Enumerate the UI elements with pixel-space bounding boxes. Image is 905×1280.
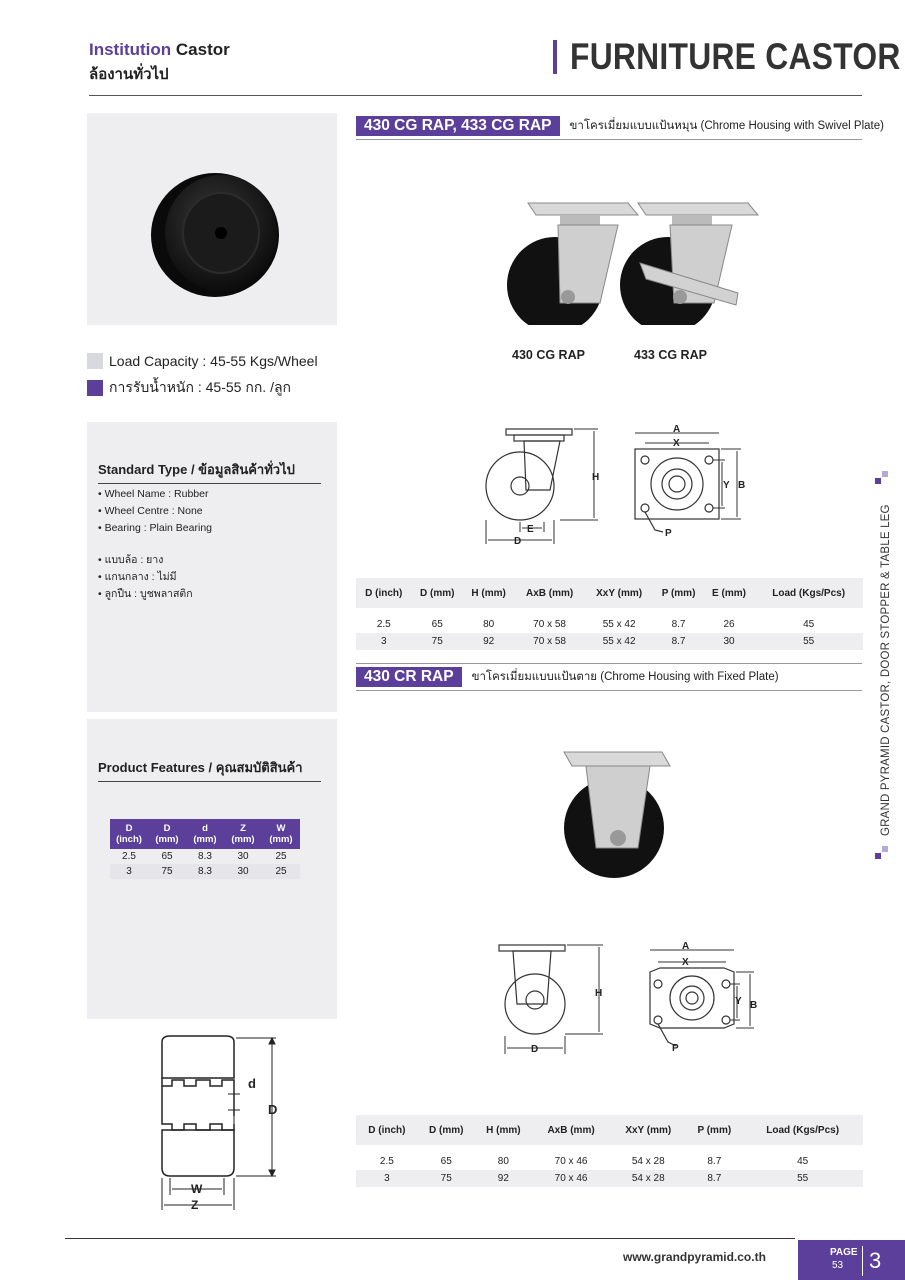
spec-header-row [356, 578, 863, 608]
dim-label-W: W [191, 1182, 203, 1196]
category-rest: Castor [171, 40, 230, 59]
swivel-side-drawing [480, 424, 610, 548]
standard-item: • แกนกลาง : ไม่มี [98, 571, 177, 583]
side-category-text: GRAND PYRAMID CASTOR, DOOR STOPPER & TABLE LEG [880, 504, 892, 836]
features-cell: 75 [148, 864, 186, 879]
category-title [89, 40, 230, 60]
features-row [110, 864, 300, 879]
swivel-plate-drawing [625, 422, 750, 540]
spec-col-header: AxB (mm) [514, 578, 584, 608]
standard-item: • Wheel Centre : None [98, 505, 203, 517]
dim-B-2: B [750, 1000, 758, 1011]
spec-col-header: XxY (mm) [585, 578, 654, 608]
fixed-side-drawing [495, 940, 610, 1058]
features-cell: 25 [262, 864, 300, 879]
standard-item: • Wheel Name : Rubber [98, 488, 209, 500]
wheel-cross-section-diagram [140, 1030, 300, 1215]
spec-cell: 54 x 28 [610, 1170, 686, 1187]
standard-type-panel [87, 422, 337, 712]
load-capacity-th-text: การรับน้ำหนัก : 45-55 กก. /ลูก [109, 379, 292, 395]
castor-430cr-image [552, 748, 672, 880]
spec-cell: 75 [412, 633, 463, 650]
spec-cell: 55 [742, 1170, 863, 1187]
spec-cell: 65 [440, 1156, 452, 1167]
spec-col-header: D (mm) [412, 578, 463, 608]
dim-label-D: D [268, 1102, 278, 1117]
standard-item: • Bearing : Plain Bearing [98, 522, 212, 534]
features-cell: 25 [275, 851, 287, 862]
features-cell: 3 [110, 864, 148, 879]
features-row [110, 849, 300, 864]
features-col-header: Z (mm) [224, 819, 262, 849]
spec-row [356, 633, 863, 650]
spec-row [356, 616, 863, 633]
spec-col-header: D (inch) [356, 1115, 418, 1145]
footer-url[interactable]: www.grandpyramid.co.th [623, 1250, 766, 1264]
page-divider [862, 1246, 863, 1276]
title-accent-bar [553, 40, 557, 74]
features-cell: 65 [161, 851, 173, 862]
spec-cell: 2.5 [379, 1156, 394, 1167]
dim-H-2: H [595, 988, 603, 999]
label-430cg: 430 CG RAP [512, 348, 585, 362]
dim-Y-2: Y [735, 996, 742, 1007]
spec-cell: 45 [797, 1156, 809, 1167]
spec-col-header: AxB (mm) [532, 1115, 610, 1145]
product-photo-panel [87, 113, 337, 325]
spec-cell: 80 [497, 1156, 509, 1167]
spec-header-row [356, 1115, 863, 1145]
features-cell: 8.3 [186, 864, 224, 879]
dim-D-1: D [514, 536, 522, 547]
section2-desc: ขาโครเมี่ยมแบบแป้นตาย (Chrome Housing with Fixed Plate) [471, 671, 779, 683]
category-bold: Institution [89, 40, 172, 59]
standard-type-title: Standard Type / ข้อมูลสินค้าทั่วไป [98, 459, 321, 484]
castor-430cg-image [507, 203, 638, 325]
spec-cell: 80 [483, 619, 495, 630]
features-cell: 2.5 [122, 851, 136, 862]
dim-D-2: D [531, 1044, 539, 1055]
spec-cell: 92 [463, 633, 514, 650]
load-capacity-th [87, 377, 291, 399]
product-features-panel [87, 719, 337, 1019]
spec-cell: 3 [356, 633, 412, 650]
features-col-header: D (inch) [110, 819, 148, 849]
section2-rule [356, 690, 862, 691]
standard-item: • แบบล้อ : ยาง [98, 554, 164, 566]
dim-A-1: A [673, 424, 681, 435]
page-number: 3 [869, 1248, 882, 1273]
side-marker-top-light [882, 471, 888, 477]
dim-X-1: X [673, 438, 680, 449]
standard-list-th [98, 552, 193, 603]
side-marker-top [875, 478, 881, 484]
footer-divider [65, 1238, 795, 1239]
castor-photos-swivel [500, 193, 760, 325]
spec-cell: 55 [754, 633, 863, 650]
category-subtitle: ล้องานทั่วไป [89, 66, 169, 83]
dim-P-2: P [672, 1043, 679, 1054]
spec-cell: 54 x 28 [631, 1156, 665, 1167]
spec-cell: 55 x 42 [602, 619, 636, 630]
spec-col-header: H (mm) [475, 1115, 532, 1145]
header-divider [89, 95, 862, 96]
spec-cell: 8.7 [707, 1156, 722, 1167]
features-cell: 30 [224, 864, 262, 879]
section1-header [356, 116, 884, 136]
spec-cell: 30 [704, 633, 755, 650]
spec-col-header: Load (Kgs/Pcs) [754, 578, 863, 608]
spec-cell: 45 [803, 619, 815, 630]
section1-spec-table [356, 578, 863, 650]
legend-purple-square [87, 380, 103, 396]
castor-433cg-image [620, 203, 758, 325]
spec-cell: 8.7 [686, 1170, 742, 1187]
dim-P-1: P [665, 528, 672, 539]
dim-Y-1: Y [723, 480, 730, 491]
spec-col-header: XxY (mm) [610, 1115, 686, 1145]
spec-row [356, 1153, 863, 1170]
standard-item: • ลูกปืน : บูชพลาสติก [98, 588, 193, 600]
load-capacity-en [87, 353, 318, 369]
spec-cell: 70 x 46 [532, 1170, 610, 1187]
label-433cg: 433 CG RAP [634, 348, 707, 362]
spec-cell: 26 [723, 619, 735, 630]
fixed-plate-drawing [640, 938, 765, 1058]
spec-col-header: P (mm) [686, 1115, 742, 1145]
section1-desc: ขาโครเมี่ยมแบบแป้นหมุน (Chrome Housing with Swivel Plate) [569, 120, 884, 132]
section1-rule [356, 139, 862, 140]
spec-cell: 75 [418, 1170, 475, 1187]
dim-X-2: X [682, 957, 689, 968]
spec-cell: 70 x 58 [514, 633, 584, 650]
page-title: FURNITURE CASTOR [570, 36, 901, 77]
spec-cell: 8.7 [653, 633, 703, 650]
features-table [110, 819, 300, 879]
dim-E-1: E [527, 524, 534, 535]
side-marker-bottom-light [882, 846, 888, 852]
spec-cell: 65 [431, 619, 443, 630]
side-marker-bottom [875, 853, 881, 859]
spec-cell: 70 x 58 [533, 619, 566, 630]
section2-model: 430 CR RAP [356, 667, 462, 687]
spec-cell: 70 x 46 [554, 1156, 588, 1167]
section2-spec-table [356, 1115, 863, 1187]
page-number-box [798, 1240, 905, 1280]
spec-col-header: E (mm) [704, 578, 755, 608]
features-col-header: W (mm) [262, 819, 300, 849]
dim-H-1: H [592, 472, 600, 483]
features-col-header: d (mm) [186, 819, 224, 849]
dim-label-d: d [248, 1076, 256, 1091]
dim-label-Z: Z [191, 1198, 199, 1212]
rubber-wheel-image [87, 113, 337, 325]
section2-rule-top [356, 663, 862, 664]
spec-col-header: Load (Kgs/Pcs) [742, 1115, 863, 1145]
product-features-title: Product Features / คุณสมบัติสินค้า [98, 757, 321, 782]
features-header-row [110, 819, 300, 849]
page-label: PAGE [830, 1247, 858, 1258]
features-col-header: D (mm) [148, 819, 186, 849]
spec-cell: 8.7 [671, 619, 686, 630]
page-sub: 53 [832, 1260, 844, 1271]
spec-col-header: D (mm) [418, 1115, 475, 1145]
spec-cell: 92 [475, 1170, 532, 1187]
section2-header [356, 667, 779, 687]
spec-col-header: D (inch) [356, 578, 412, 608]
spec-col-header: H (mm) [463, 578, 514, 608]
dim-B-1: B [738, 480, 746, 491]
spec-row [356, 1170, 863, 1187]
features-cell: 8.3 [198, 851, 212, 862]
standard-list-en [98, 486, 212, 537]
spec-cell: 55 x 42 [585, 633, 654, 650]
load-capacity-en-text: Load Capacity : 45-55 Kgs/Wheel [109, 353, 318, 369]
dim-A-2: A [682, 941, 690, 952]
features-cell: 30 [237, 851, 249, 862]
legend-light-square [87, 353, 103, 369]
spec-cell: 2.5 [376, 619, 391, 630]
spec-cell: 3 [356, 1170, 418, 1187]
section1-model: 430 CG RAP, 433 CG RAP [356, 116, 560, 136]
spec-col-header: P (mm) [653, 578, 703, 608]
